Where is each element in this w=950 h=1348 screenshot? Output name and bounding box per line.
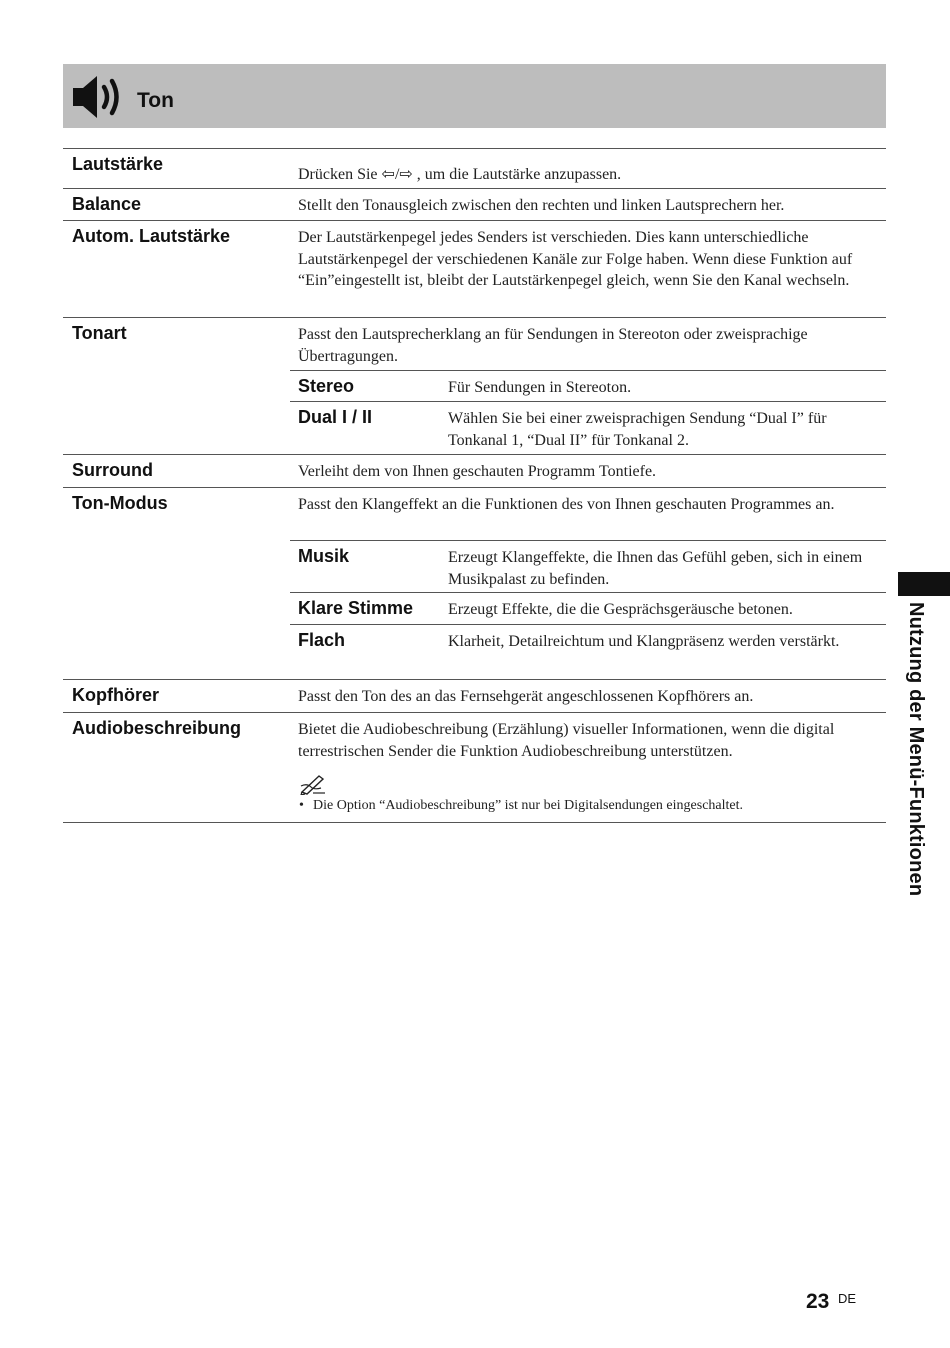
note-text: • Die Option “Audiobeschreibung” ist nur bei Digitalsendungen eingeschaltet. xyxy=(299,798,744,813)
row-label: Tonart xyxy=(72,323,127,343)
sub-row-description: Für Sendungen in Stereoton. xyxy=(448,379,632,396)
sub-row-description: Wählen Sie bei einer zweisprachigen Sendung “Dual I” für Tonkanal 1, “Dual II” für Tonkanal 2. xyxy=(448,410,827,449)
row-label: Ton-Modus xyxy=(72,493,168,513)
row-description: Verleiht dem von Ihnen geschauten Programm Tontiefe. xyxy=(298,463,657,480)
row-label: Surround xyxy=(72,460,153,480)
sub-row-label: Flach xyxy=(298,630,346,650)
section-header xyxy=(63,64,886,128)
table-row xyxy=(63,679,886,712)
row-description: Passt den Ton des an das Fernsehgerät angeschlossenen Kopfhörers an. xyxy=(298,688,754,705)
settings-table xyxy=(63,148,886,823)
page-number: 23 xyxy=(806,1290,830,1313)
sub-row xyxy=(290,540,886,593)
row-description: Der Lautstärkenpegel jedes Senders ist verschieden. Dies kann unterschiedliche Lautstärkenpegel der verschiedenen Kanäle zur Folge haben. Wenn diese Funktion auf “Ein”eingestellt ist, bleibt der Lautstärkenpegel gleich, wenn Sie den Kanal wechseln. xyxy=(298,229,853,289)
table-row xyxy=(63,712,886,823)
sub-row-description: Erzeugt Klangeffekte, die Ihnen das Gefühl geben, sich in einem Musikpalast zu befinden. xyxy=(448,549,863,588)
table-row xyxy=(63,188,886,220)
table-row xyxy=(63,454,886,487)
chapter-tab-text: Nutzung der Menü-Funktionen xyxy=(905,602,927,897)
table-row xyxy=(63,317,886,454)
row-label: Audiobeschreibung xyxy=(72,718,242,738)
row-label: Kopfhörer xyxy=(72,685,159,705)
note-bullet-text: Die Option “Audiobeschreibung” ist nur bei Digitalsendungen eingeschaltet. xyxy=(313,798,744,813)
row-description: Drücken Sie ⇦/⇨ , um die Lautstärke anzupassen. xyxy=(298,166,622,183)
sub-row-label: Stereo xyxy=(298,376,355,396)
sub-row-description: Klarheit, Detailreichtum und Klangpräsenz werden verstärkt. xyxy=(448,633,840,650)
sub-row xyxy=(290,370,886,402)
sub-row-label: Dual I / II xyxy=(298,407,373,427)
speaker-icon xyxy=(71,72,127,122)
sub-row-label: Klare Stimme xyxy=(298,598,414,618)
sub-row xyxy=(290,592,886,625)
sub-row xyxy=(290,624,886,678)
row-label: Lautstärke xyxy=(72,154,164,174)
chapter-tab-marker xyxy=(898,572,950,596)
row-label: Autom. Lautstärke xyxy=(72,226,231,246)
section-title: Ton xyxy=(137,89,174,112)
row-description: Bietet die Audiobeschreibung (Erzählung) visueller Informationen, wenn die digital terrestrischen Sender die Funktion Audiobeschreibung unterstützen. xyxy=(298,721,835,760)
table-row xyxy=(63,487,886,679)
sub-row-label: Musik xyxy=(298,546,350,566)
sub-row xyxy=(290,401,886,454)
row-description: Passt den Lautsprecherklang an für Sendungen in Stereoton oder zweisprachige Übertragungen. xyxy=(298,326,808,365)
row-label: Balance xyxy=(72,194,142,214)
row-description: Passt den Klangeffekt an die Funktionen des von Ihnen geschauten Programmes an. xyxy=(298,496,835,513)
sub-row-description: Erzeugt Effekte, die die Gesprächsgeräusche betonen. xyxy=(448,601,793,618)
table-row xyxy=(63,220,886,317)
table-row xyxy=(63,148,886,188)
pencil-note-icon xyxy=(299,773,327,795)
row-description: Stellt den Tonausgleich zwischen den rechten und linken Lautsprechern her. xyxy=(298,197,785,214)
page-language: DE xyxy=(838,1291,857,1306)
